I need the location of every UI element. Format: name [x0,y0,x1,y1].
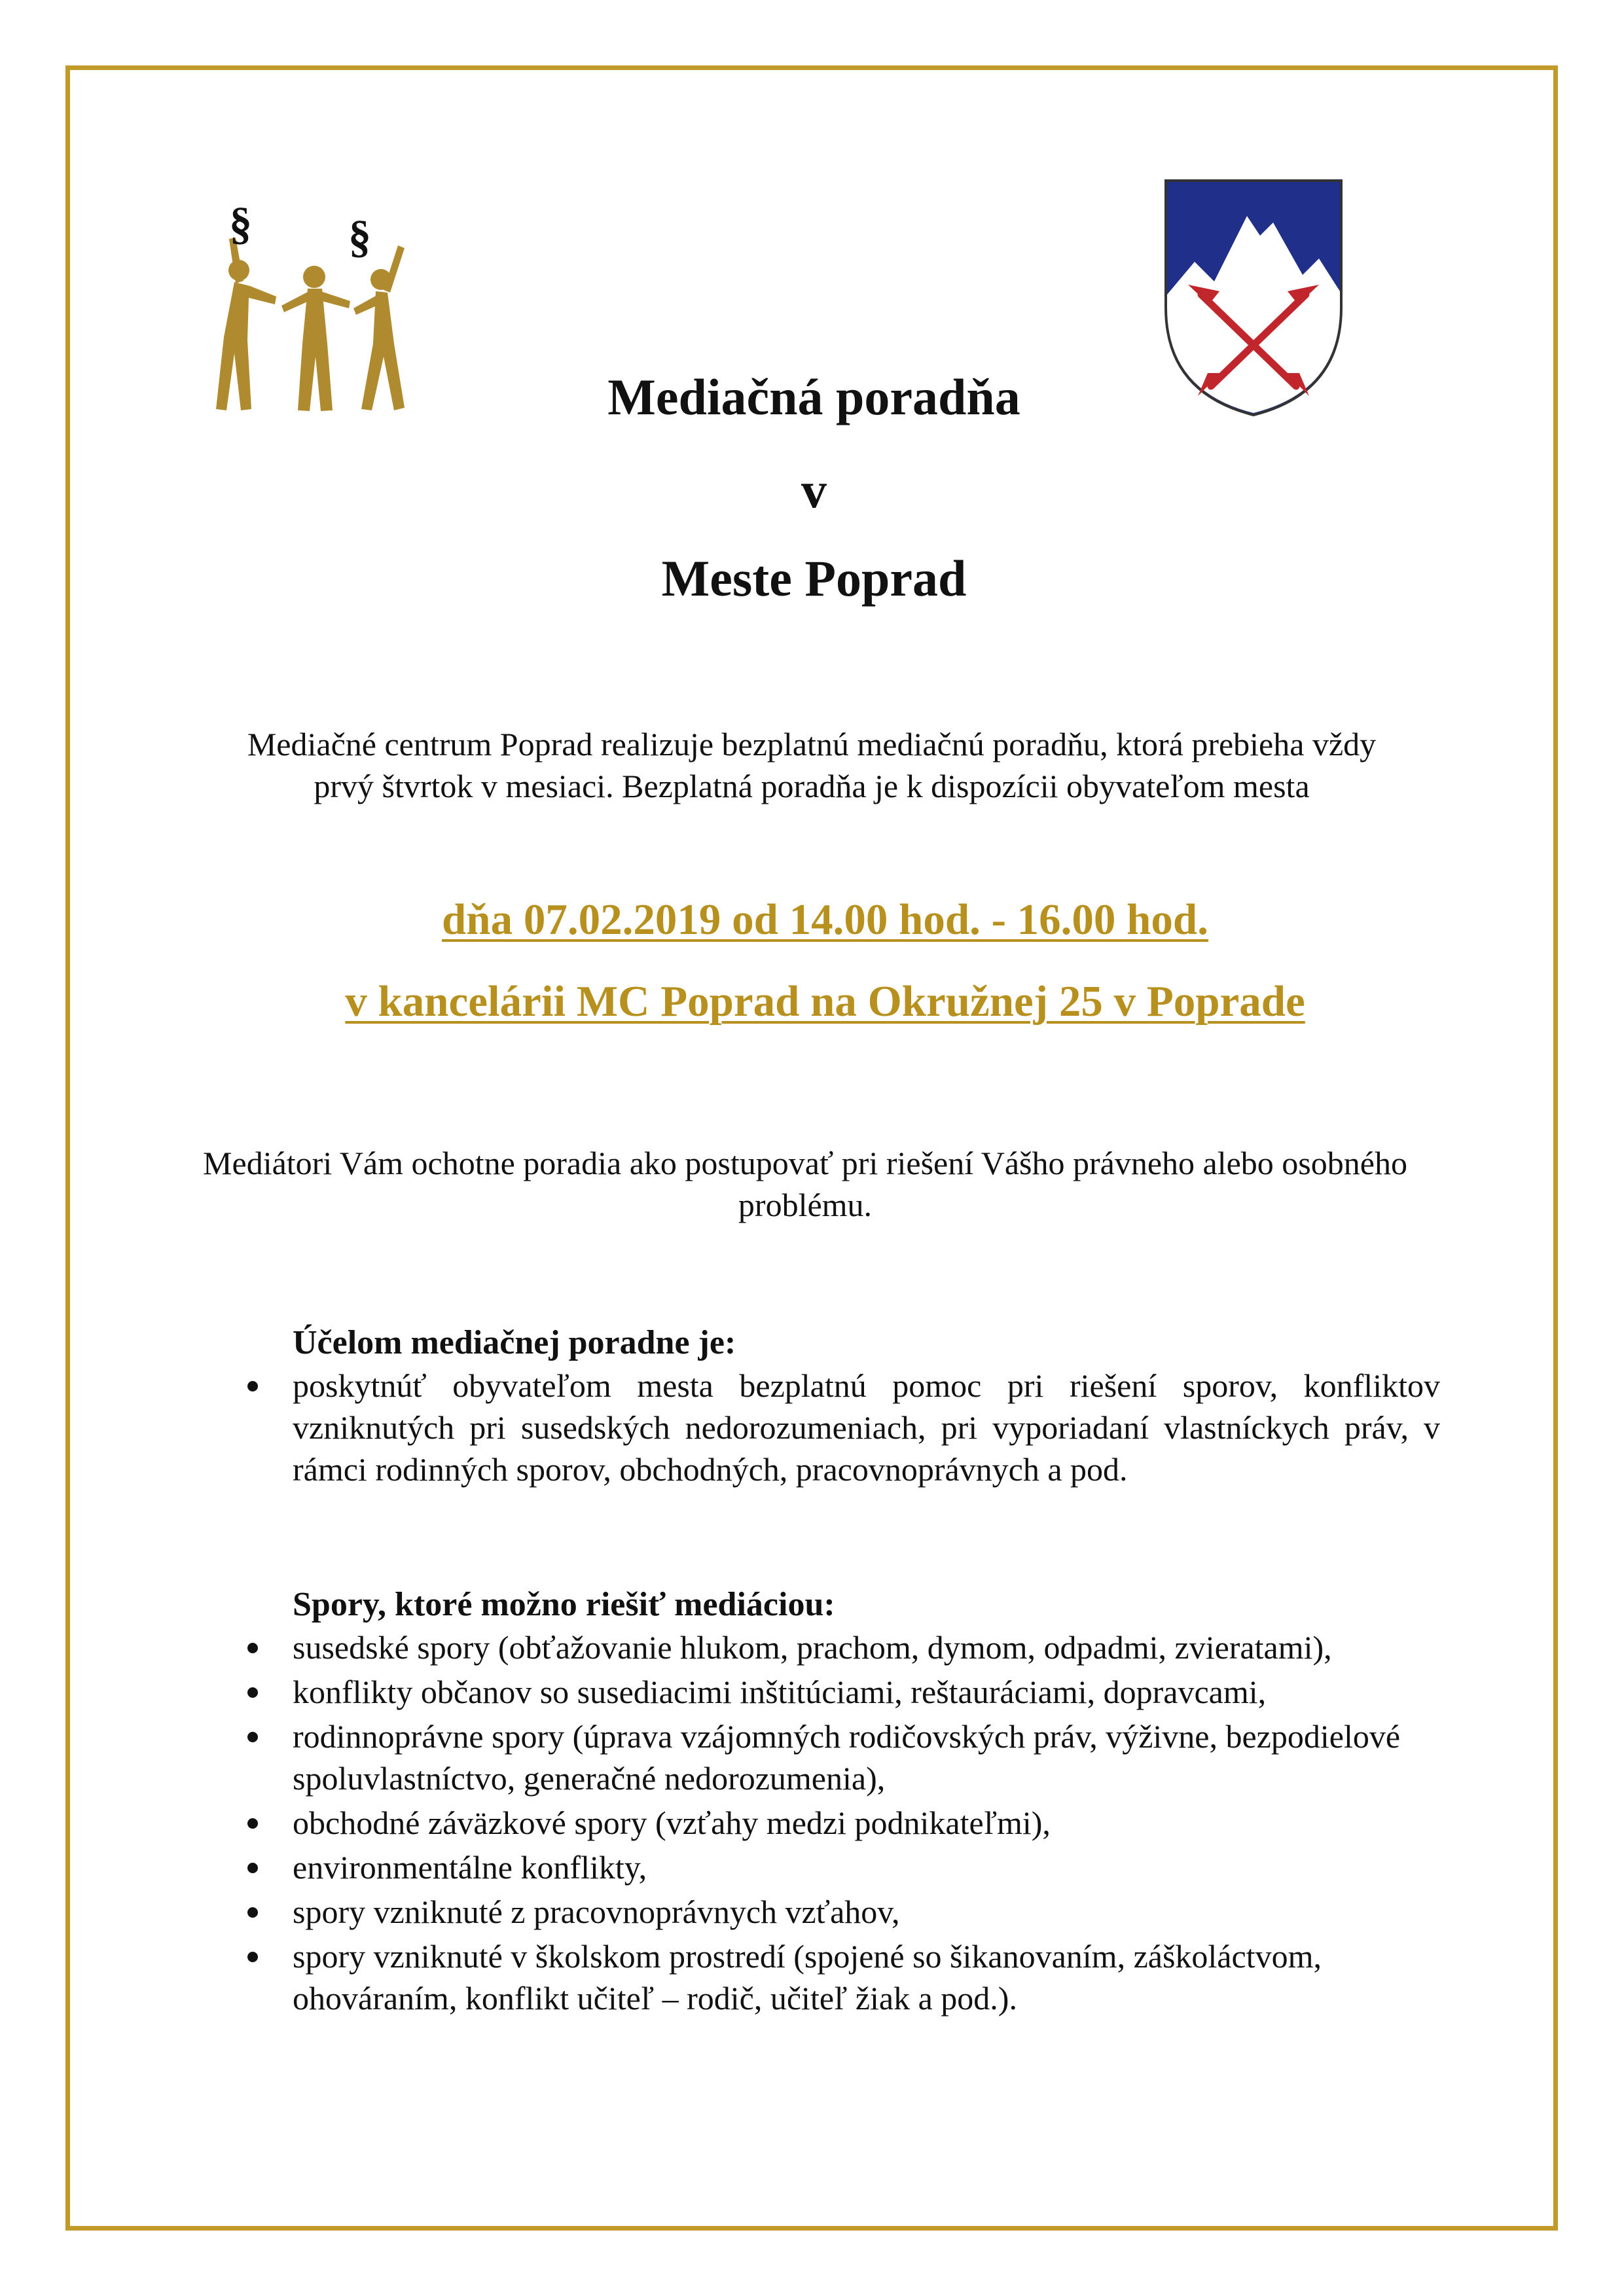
disputes-list [242,1626,1440,2022]
list-item: poskytnúť obyvateľom mesta bezplatnú pomoc pri riešení sporov, konfliktov vzniknutých pri susedských nedorozumeniach, pri vyporiadaní vlastníckych práv, v rámci rodinných sporov, obchodných, pracovnoprávnych a pod. [242,1365,1440,1490]
bullet-icon [247,1687,258,1698]
bullet-icon [247,1907,258,1918]
title-line-3: Meste Poprad [661,550,967,607]
bullet-icon [247,1863,258,1873]
list-item: obchodné záväzkové spory (vzťahy medzi podnikateľmi), [242,1802,1440,1844]
date-line: dňa 07.02.2019 od 14.00 hod. - 16.00 hod. [442,895,1208,944]
bullet-icon [247,1643,258,1653]
bullet-icon [247,1732,258,1742]
title-line-2: v [801,461,827,518]
place-line: v kancelárii MC Poprad na Okružnej 25 v Poprade [345,977,1305,1026]
paragraph-symbol-left: § [229,200,252,249]
bullet-icon [247,1818,258,1829]
disputes-heading: Spory, ktoré možno riešiť mediáciou: [293,1586,835,1623]
advice-paragraph: Mediátori Vám ochotne poradia ako postupovať pri riešení Vášho právneho alebo osobného problému. [203,1145,1407,1223]
paragraph-symbol-right: § [348,212,371,262]
list-item: rodinnoprávne spory (úprava vzájomných rodičovských práv, výživne, bezpodielové spoluvlastníctvo, generačné nedorozumenia), [242,1715,1440,1799]
bullet-icon [247,1381,258,1391]
intro-paragraph: Mediačné centrum Poprad realizuje bezplatnú mediačnú poradňu, ktorá prebieha vždy prvý štvrtok v mesiaci. Bezplatná poradňa je k dispozícii obyvateľom mesta [247,726,1377,804]
bullet-icon [247,1952,258,1962]
purpose-list [242,1365,1440,1490]
purpose-heading: Účelom mediačnej poradne je: [293,1324,736,1361]
list-item: spory vzniknuté z pracovnoprávnych vzťahov, [242,1891,1440,1933]
list-item: spory vzniknuté v školskom prostredí (spojené so šikanovaním, záškoláctvom, ohováraním, konflikt učiteľ – rodič, učiteľ žiak a pod.). [242,1935,1440,2019]
title-line-1: Mediačná poradňa [607,368,1020,425]
list-item: konflikty občanov so susediacimi inštitúciami, reštauráciami, dopravcami, [242,1671,1440,1713]
list-item: susedské spory (obťažovanie hlukom, prachom, dymom, odpadmi, zvieratami), [242,1626,1440,1668]
list-item: environmentálne konflikty, [242,1846,1440,1888]
